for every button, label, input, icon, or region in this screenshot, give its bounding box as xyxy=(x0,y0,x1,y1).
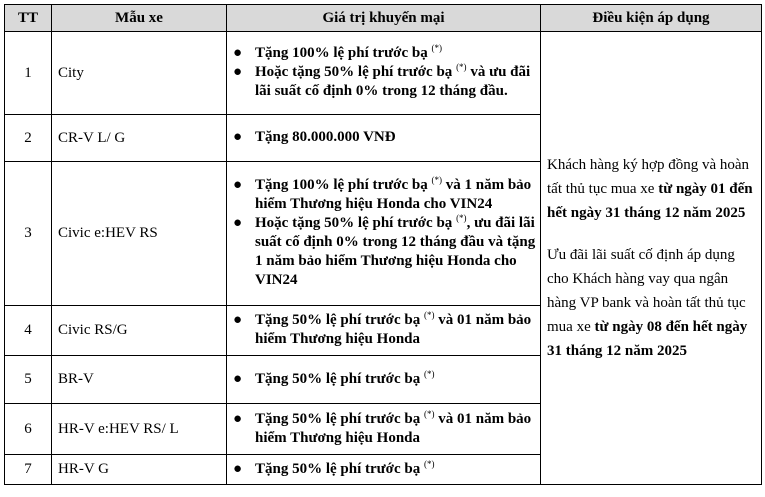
condition-paragraph-1 xyxy=(547,153,755,225)
offer-item xyxy=(227,214,536,290)
row-number: 1 xyxy=(5,32,52,115)
row-number: 3 xyxy=(5,162,52,306)
header-condition: Điều kiện áp dụng xyxy=(541,5,762,32)
offer-text: Tặng 80.000.000 VNĐ xyxy=(255,129,396,145)
header-tt: TT xyxy=(5,5,52,32)
condition-text: Ưu đãi lãi suất cố định áp dụng cho Khách hàng vay qua ngân hàng VP bank và hoàn tất thủ tục mua xe xyxy=(547,247,746,335)
offer-text: Hoặc tặng 50% lệ phí trước bạ xyxy=(255,215,453,231)
offer-cell xyxy=(227,455,541,485)
offer-text-cont: và ưu đãi lãi suất cố định 0% trong 12 tháng đầu. xyxy=(255,64,531,99)
offer-item xyxy=(227,128,536,147)
header-model: Mẫu xe xyxy=(52,5,227,32)
header-row xyxy=(5,5,762,32)
footnote-mark: (*) xyxy=(423,408,435,419)
offer-text-cont: và 01 năm bảo hiểm Thương hiệu Honda xyxy=(255,410,532,446)
offer-cell xyxy=(227,162,541,306)
offer-text: Tặng 50% lệ phí trước bạ xyxy=(255,410,421,427)
offer-text-cont: và 1 năm bảo hiểm Thương hiệu Honda cho VIN24 xyxy=(255,177,532,212)
offer-text-cont: và 01 năm bảo hiểm Thương hiệu Honda xyxy=(255,312,532,347)
bullet-icon: ● xyxy=(233,312,243,328)
offer-cell xyxy=(227,306,541,356)
table-row xyxy=(5,32,762,115)
bullet-icon: ● xyxy=(233,177,243,193)
footnote-mark: (*) xyxy=(423,368,435,379)
offer-item xyxy=(227,460,536,479)
row-number: 2 xyxy=(5,115,52,162)
car-model: CR-V L/ G xyxy=(52,115,227,162)
bullet-icon: ● xyxy=(233,215,243,231)
offer-cell xyxy=(227,404,541,455)
header-offer: Giá trị khuyến mại xyxy=(227,5,541,32)
car-model: HR-V G xyxy=(52,455,227,485)
car-model: BR-V xyxy=(52,356,227,404)
bullet-icon: ● xyxy=(233,410,243,427)
offer-item xyxy=(227,63,536,101)
car-model: Civic e:HEV RS xyxy=(52,162,227,306)
condition-text: Khách hàng ký hợp đồng và hoàn tất thủ tục mua xe xyxy=(547,157,750,197)
row-number: 5 xyxy=(5,356,52,404)
bullet-icon: ● xyxy=(233,370,243,387)
condition-dates: từ ngày 08 đến hết ngày 31 tháng 12 năm 2025 xyxy=(547,319,748,359)
offer-item xyxy=(227,370,536,389)
offer-item xyxy=(227,44,536,63)
offer-text: Tặng 50% lệ phí trước bạ xyxy=(255,370,421,387)
bullet-icon: ● xyxy=(233,460,243,477)
footnote-mark: (*) xyxy=(431,175,442,185)
offer-item xyxy=(227,410,536,448)
footnote-mark: (*) xyxy=(423,310,435,320)
offer-cell xyxy=(227,115,541,162)
offer-cell xyxy=(227,356,541,404)
row-number: 6 xyxy=(5,404,52,455)
car-model: City xyxy=(52,32,227,115)
row-number: 7 xyxy=(5,455,52,485)
car-model: HR-V e:HEV RS/ L xyxy=(52,404,227,455)
offer-text: Hoặc tặng 50% lệ phí trước bạ xyxy=(255,64,453,80)
bullet-icon: ● xyxy=(233,64,243,80)
offer-cell xyxy=(227,32,541,115)
condition-cell xyxy=(541,32,762,485)
offer-text: Tặng 50% lệ phí trước bạ xyxy=(255,460,421,477)
bullet-icon: ● xyxy=(233,45,243,61)
offer-text: Tặng 100% lệ phí trước bạ xyxy=(255,177,428,193)
promotion-table xyxy=(4,4,762,485)
offer-text: Tặng 50% lệ phí trước bạ xyxy=(255,312,421,328)
footnote-mark: (*) xyxy=(431,43,442,53)
condition-dates: từ ngày 01 đến hết ngày 31 tháng 12 năm 2025 xyxy=(547,181,753,221)
condition-paragraph-2 xyxy=(547,243,755,363)
footnote-mark: (*) xyxy=(456,62,467,72)
offer-text: Tặng 100% lệ phí trước bạ xyxy=(255,45,428,61)
footnote-mark: (*) xyxy=(456,213,467,223)
offer-text-cont: , ưu đãi lãi suất cố định 0% trong 12 tháng đầu và tặng 1 năm bảo hiểm Thương hiệu Honda cho VIN24 xyxy=(255,215,536,288)
offer-item xyxy=(227,311,536,349)
car-model: Civic RS/G xyxy=(52,306,227,356)
footnote-mark: (*) xyxy=(423,458,435,469)
row-number: 4 xyxy=(5,306,52,356)
offer-item xyxy=(227,176,536,214)
bullet-icon: ● xyxy=(233,129,243,145)
